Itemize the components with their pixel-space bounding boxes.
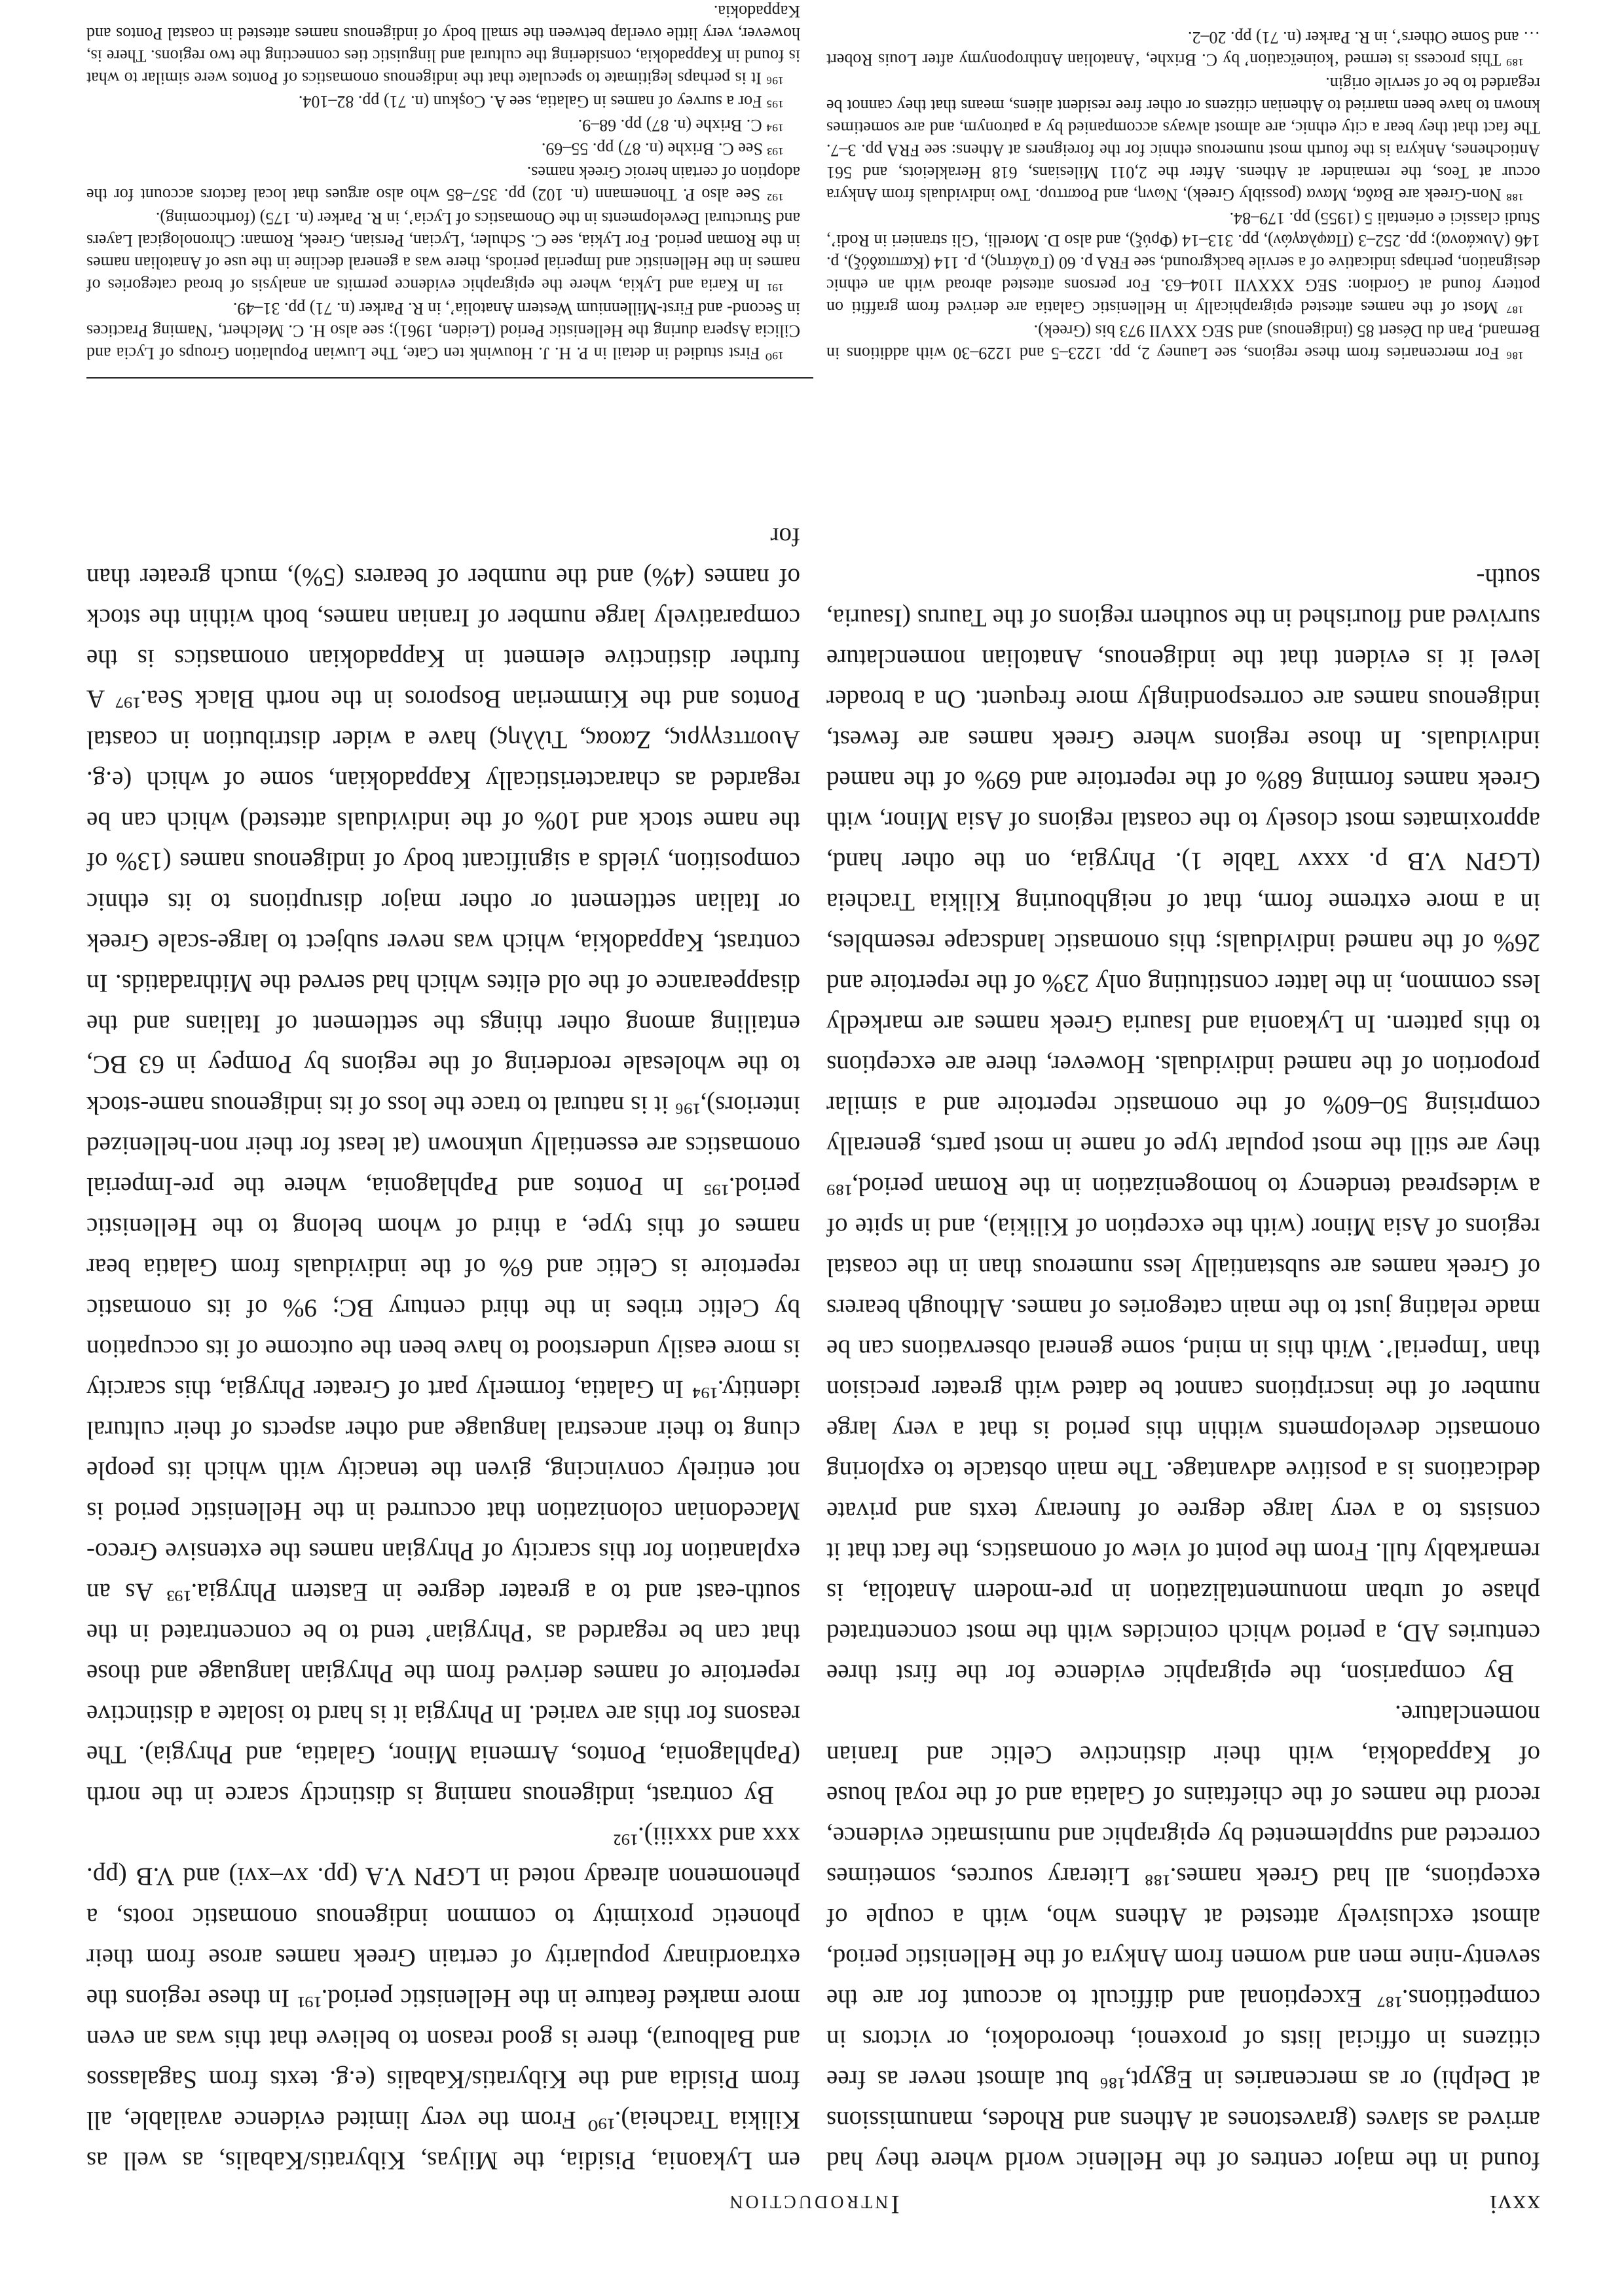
right-paragraph-1: ern Lykaonia, Pisidia, the Milyas, Kibyratis/Kabalis, as well as Kilikia Tracheia).¹⁹⁰ From the very limited evidence available, all from Pisidia and the Kibyratis/Kabalis (e.g. texts from Sagalassos and Balboura), there is good reason to believe that this was an even more marked feature in the Hellenistic period.¹⁹¹ In these regions the extraordinary popularity of certain Greek names arose from their phonetic proximity to common indigenous onomastic roots, a phenomenon already noted in LGPN V.A (pp. xv–xvi) and V.B (pp. xxx and xxxiii).¹⁹² [86, 1822, 800, 2175]
left-paragraph-2: By comparison, the epigraphic evidence for the first three centuries AD, a period which coincides with the most concentrated phase of urban monumentalization in pre-modern Anatolia, is remarkably full. From the point of view of onomastics, the fact that it consists to a very large degree of funerary texts and private dedications is a positive advantage. The main obstacle to exploring onomastic developments within this period is that a very large number of the inscriptions cannot be dated with greater precision than ‘Imperial’. With this in mind, some general observations can be made relating just to the main categories of names. Although bearers of Greek names are substantially less numerous than in the coastal regions of Asia Minor (with the exception of Kilikia), and in spite of a widespread tendency to homogenization in the Roman period,¹⁸⁹ they are still the most popular type of name in most parts, generally comprising 50–60% of the onomastic repertoire and a similar proportion of the named individuals. However, there are exceptions to this pattern. In Lykaonia and Isauria Greek names are markedly less common, in the latter constituting only 23% of the repertoire and 26% of the named individuals; this onomastic landscape resembles, in a more extreme form, that of neighbouring Kilikia Tracheia (LGPN V.B p. xxxv Table 1). Phrygia, on the other hand, approximates most closely to the coastal regions of Asia Minor, with Greek names forming 68% of the repertoire and 69% of the named individuals. In those regions where Greek names are fewest, indigenous names are correspondingly more frequent. On a broader level it is evident that the indigenous, Anatolian nomenclature survived and flourished in the southern regions of the Taurus (Isauria, south- [826, 563, 1540, 1688]
footnote: ¹⁸⁹ This process is termed ‘koineïcation’ by C. Brixhe, ‘Anatolian Anthroponymy after Louis Robert … and Some Others’, in R. Parker (n. 71) pp. 20–2. [826, 28, 1540, 69]
running-title: Introduction [727, 2190, 900, 2219]
running-header [86, 2181, 1540, 2220]
footnote: ¹⁸⁸ Non-Greek are Βαδα, Μανα (possibly Greek), Νωνη, and Ρoαπτυρ. Two individuals from Ankyra occur at Teos, the remainder at Athens. After the 2,011 Milesians, 618 Herakleiots, and 561 Antiochenes, Ankyra is the fourth most numerous ethnic for the foreigners at Athens: see FRA pp. 3–7. The fact that they bear a city ethnic, are almost always accompanied by a patronym, and are sometimes known to have been married to Athenian citizens or other free resident aliens, means that they cannot be regarded to be of servile origin. [826, 74, 1540, 204]
footnote-rule [86, 377, 813, 379]
right-footnotes [86, 2, 800, 364]
footnote: ¹⁹⁴ C. Brixhe (n. 87) pp. 68–9. [578, 116, 783, 135]
right-text-column [86, 439, 800, 2181]
footnote: ¹⁸⁷ Most of the names attested epigraphically in Hellenistic Galatia are derived from graffiti on pottery found at Gordion: SEG XXXVII 1104–63. For persons attested abroad with an ethnic designation, perhaps indicative of a servile background, see FRA p. 60 (Γαλάτης), p. 114 (Καππαδόξ), p. 146 (Λυκάονα); pp. 252–3 (Παφλαγών), pp. 313–14 (Φρύξ), and also D. Morelli, ‘Gli stranieri in Rodi’, Studi classici e orientali 5 (1955) pp. 179–84. [826, 209, 1540, 317]
footnote: ¹⁹⁵ For a survey of names in Galatia, see A. Coşkun (n. 71) pp. 82–104. [298, 92, 783, 111]
left-text-column [826, 439, 1540, 2181]
footnote: ¹⁹⁶ It is perhaps legitimate to speculate that the indigenous onomastics of Pontos were similar to what is found in Kappadokia, considering the cultural and linguistic ties connecting the two regions. There is, however, very little overlap between the small body of indigenous names attested in coastal Pontos and Kappadokia. [86, 2, 800, 88]
footnote: ¹⁹⁰ First studied in detail in P. H. J. Houwink ten Cate, The Luwian Population Groups of Lycia and Cilicia Aspera during the Hellenistic Period (Leiden, 1961); see also H. C. Melchert, ‘Naming Practices in Second- and First-Millennium Western Anatolia’, in R. Parker (n. 71) pp. 31–49. [86, 299, 800, 363]
footnote: ¹⁹² See also P. Thonemann (n. 102) pp. 357–85 who also argues that local factors account for the adoption of certain heroic Greek names. [86, 163, 800, 204]
page-number: xxvi [1488, 2190, 1540, 2219]
left-paragraph-1: found in the major centres of the Hellenic world where they had arrived as slaves (gravestones at Athens and Rhodes, manumissions at Delphi) or as mercenaries in Egypt,¹⁸⁶ but almost never as free citizens in official lists of proxenoi, theorodokoi, or victors in competitions.¹⁸⁷ Exceptional and difficult to account for are the seventy-nine men and women from Ankyra of the Hellenistic period, almost exclusively attested at Athens who, with a couple of exceptions, all had Greek names.¹⁸⁸ Literary sources, sometimes corrected and supplemented by epigraphic and numismatic evidence, record the names of the chieftains of Galatia and of the royal house of Kappadokia, with their distinctive Celtic and Iranian nomenclature. [826, 1700, 1540, 2175]
left-footnotes [826, 28, 1540, 364]
footnote: ¹⁸⁶ For mercenaries from these regions, see Launey 2, pp. 1223–5 and 1229–30 with additions in Bernand, Pan du Désert 85 (indigenous) and SEG XXVII 973 bis (Greek). [826, 322, 1540, 363]
footnote: ¹⁹¹ In Karia and Lykia, where the epigraphic evidence permits an analysis of broad categories of names in the Hellenistic and Imperial periods, there was a general decline in the use of Anatolian names in the Roman period. For Lykia, see C. Schuler, ‘Lycian, Persian, Greek, Roman: Chronological Layers and Structural Developments in the Onomastics of Lycia’, in R. Parker (n. 175) (forthcoming). [86, 209, 800, 295]
right-paragraph-2: By contrast, indigenous naming is distinctly scarce in the north (Paphlagonia, Pontos, Armenia Minor, Galatia, and Phrygia). The reasons for this are varied. In Phrygia it is hard to isolate a distinctive repertoire of names derived from the Phrygian language and those that can be regarded as ‘Phrygian’ tend to be concentrated in the south-east and to a greater degree in Eastern Phrygia.¹⁹³ As an explanation for this scarcity of Phrygian names the extensive Greco-Macedonian colonization that occurred in the Hellenistic period is not entirely convincing, given the tenacity with which its people clung to their ancestral language and other aspects of their cultural identity.¹⁹⁴ In Galatia, formerly part of Greater Phrygia, this scarcity is more easily understood to have been the outcome of its occupation by Celtic tribes in the third century BC; 9% of its onomastic repertoire is Celtic and 6% of the individuals from Galatia bear names of this type, a third of whom belong to the Hellenistic period.¹⁹⁵ In Pontos and Paphlagonia, where the pre-Imperial onomastics are essentially unknown (at least for their non-hellenized interiors),¹⁹⁶ it is natural to trace the loss of its indigenous name-stock to the wholesale reordering of the regions by Pompey in 63 BC, entailing among other things the settlement of Italians and the disappearance of the old elites which had served the Mithradatids. In contrast, Kappadokia, which was never subject to large-scale Greek or Italian settlement or other major disruptions to its ethnic composition, yields a significant body of indigenous names (13% of the name stock and 10% of the individuals attested) which can be regarded as characteristically Kappadokian, some of which (e.g. Αυοπτεγγρις, Ζαοας, Τιλλης) have a wider distribution in coastal Pontos and the Kimmerian Bosporos in the north Black Sea.¹⁹⁷ A further distinctive element in Kappadokian onomastics is the comparatively large number of Iranian names, both within the stock of names (4%) and the number of bearers (5%), much greater than for [86, 523, 800, 1809]
footnote: ¹⁹³ See C. Brixhe (n. 87) pp. 55–69. [541, 139, 783, 158]
